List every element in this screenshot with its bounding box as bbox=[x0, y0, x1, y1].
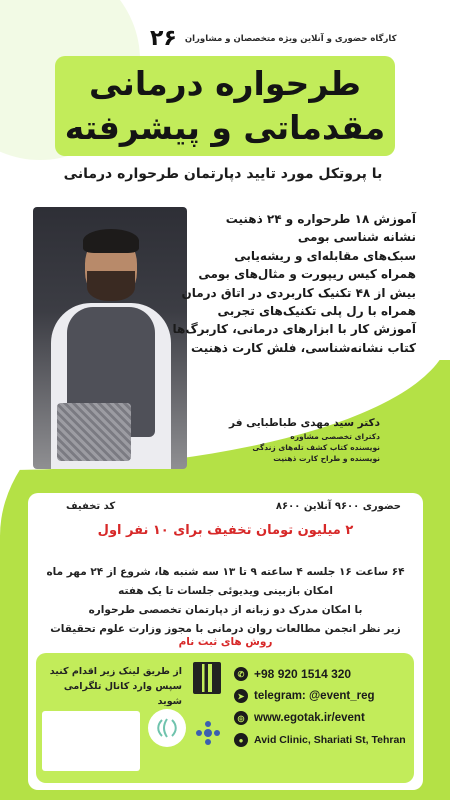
protocol-subtitle: با پروتکل مورد تایید دپارتمان طرحواره درمانی bbox=[63, 166, 383, 182]
blank-panel bbox=[42, 711, 140, 771]
doctor-credits bbox=[220, 415, 380, 464]
clinic-logo-icon bbox=[148, 709, 186, 747]
topic-item: همراه کیس ریپورت و مثال‌های بومی bbox=[198, 267, 416, 282]
issue-number: ۲۶ bbox=[150, 26, 177, 51]
qr-note-line: سپس وارد کانال تلگرامی شوید bbox=[63, 681, 182, 707]
contact-text: telegram: @event_reg bbox=[254, 690, 375, 702]
contact-website[interactable] bbox=[234, 707, 410, 729]
contact-address bbox=[234, 729, 410, 751]
title-line-2: مقدماتی و پیشرفته bbox=[64, 108, 386, 147]
topic-item: سبک‌های مقابله‌ای و ریشه‌یابی bbox=[234, 248, 416, 263]
phone-icon: ✆ bbox=[234, 667, 248, 681]
header-subtitle: کارگاه حضوری و آنلاین ویژه متخصصان و مشاوران bbox=[184, 33, 397, 44]
title-box bbox=[55, 56, 395, 156]
contact-text: Avid Clinic, Shariati St, Tehran bbox=[254, 734, 406, 746]
doctor-credential: نویسنده کتاب کشف تله‌های زندگی bbox=[252, 443, 380, 452]
contact-text: www.egotak.ir/event bbox=[254, 712, 365, 724]
qr-note-line: از طریق لینک زیر اقدام کنید bbox=[49, 666, 182, 677]
contact-text: +98 920 1514 320 bbox=[254, 667, 352, 681]
topic-item: همراه با رل پلی تکنیک‌های تجربی bbox=[217, 304, 416, 319]
telegram-icon: ➤ bbox=[234, 689, 248, 703]
photo-hair bbox=[83, 229, 139, 253]
detail-line: امکان بازبینی ویدیوئی جلسات تا یک هفته bbox=[118, 585, 333, 597]
prices: حضوری ۹۶۰۰ آنلاین ۸۶۰۰ bbox=[275, 501, 401, 512]
header bbox=[150, 26, 416, 51]
doctor-credential: نویسنده و طراح کارت ذهنیت bbox=[273, 454, 380, 463]
contact-phone[interactable] bbox=[234, 663, 410, 685]
discount-code-label: کد تخفیف bbox=[66, 501, 116, 512]
contact-list bbox=[234, 663, 410, 751]
promo-text: ۲ میلیون تومان تخفیف برای ۱۰ نفر اول bbox=[97, 523, 354, 538]
doctor-credential: دکترای تخصصی مشاوره bbox=[290, 432, 380, 441]
detail-line: زیر نظر انجمن مطالعات روان درمانی با مجوز وزارت علوم تحقیقات bbox=[50, 623, 401, 635]
qr-instructions bbox=[42, 664, 182, 709]
topic-item: کتاب نشانه‌شناسی، فلش کارت ذهنیت bbox=[190, 340, 416, 355]
course-details bbox=[38, 563, 413, 639]
topic-item: آموزش کار با ابزارهای درمانی، کاربرگ‌ها bbox=[172, 322, 416, 337]
doctor-name: دکتر سید مهدی طباطبایی فر bbox=[229, 417, 380, 429]
info-card bbox=[28, 493, 423, 790]
course-topics bbox=[172, 210, 416, 357]
registration-box bbox=[36, 653, 414, 783]
photo-beard bbox=[87, 271, 135, 301]
globe-icon: ◎ bbox=[234, 711, 248, 725]
photo-cloth bbox=[57, 403, 131, 461]
detail-line: ۶۴ ساعت ۱۶ جلسه ۴ ساعته ۹ تا ۱۳ سه شنبه ها، شروع از ۲۴ مهر ماه bbox=[46, 566, 405, 578]
topic-item: بیش از ۴۸ تکنیک کاربردی در اتاق درمان bbox=[181, 285, 416, 300]
contact-telegram[interactable] bbox=[234, 685, 410, 707]
location-icon: ● bbox=[234, 733, 248, 747]
topic-item: آموزش ۱۸ طرحواره و ۲۴ ذهنیت bbox=[225, 212, 416, 226]
presenter-photo bbox=[33, 207, 187, 469]
egotak-logo-icon bbox=[194, 719, 222, 747]
qr-code[interactable] bbox=[193, 662, 221, 694]
title-line-1: طرحواره درمانی bbox=[89, 64, 361, 103]
detail-line: با امکان مدرک دو زبانه از دپارتمان تخصصی طرحواره bbox=[88, 604, 363, 616]
price-row bbox=[28, 501, 423, 519]
topic-item: نشانه شناسی بومی bbox=[297, 230, 416, 245]
registration-title: روش های ثبت نام bbox=[178, 636, 273, 648]
